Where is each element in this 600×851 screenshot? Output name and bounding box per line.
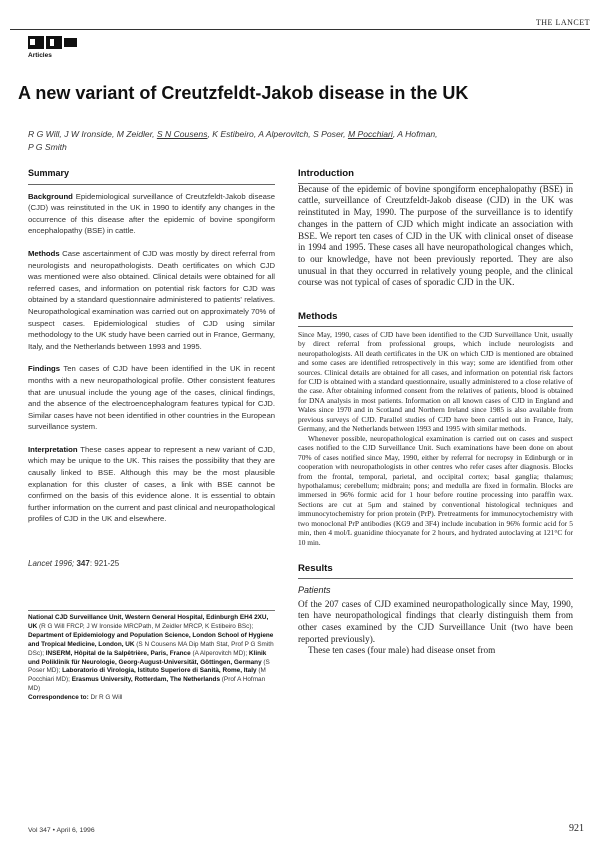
summary-background: Background Epidemiological surveillance of Creutzfeldt-Jakob disease (CJD) was reinstituted in the UK in 1990 to identify any changes in the occurrence of this disease after the epidemic of bovine spongiform encephalopathy (BSE) in cattle. <box>28 191 276 236</box>
results-paragraph: Of the 207 cases of CJD examined neuropathologically since May, 1990, ten have neuropathological findings that clearly distinguish them from other cases examined by the CJD Surveillance Unit (two have been reported previously). <box>298 598 573 644</box>
citation: Lancet 1996; 347: 921-25 <box>28 559 120 568</box>
summary-findings: Findings Ten cases of CJD have been identified in the UK in recent months with a new neuropathological profile. Other consistent features that are unusual include the young age of the cases, clinical findings, and the absence of the electroencephalogram features typical for CJD. Similar cases have not been identified in other countries in the European surveillance system. <box>28 364 276 432</box>
footer-issue: Vol 347 • April 6, 1996 <box>28 827 95 834</box>
patients-subheading: Patients <box>298 584 331 595</box>
methods-paragraph: Since May, 1990, cases of CJD have been identified to the CJD Surveillance Unit, usually by direct referral from professional groups, which include neurologists and neuropathologists. All death certificates in the UK on which CJD is mentioned are obtained and some cases are identified retrospectively in this way; some are identified from other sources. Clinical details are obtained for all cases, and information on potential risk factors for CJD is obtained with a standard questionnaire, usually administered to a close relative of the case. After obtaining informed consent from the relatives of patients, blood is obtained for DNA analysis in most patients. Information on all known cases of CJD in England and Wales since 1970 and in Scotland and Northern Ireland since 1985 is also available from previous surveys of CJD. Parallel studies of CJD have been carried out in France, Italy, Germany, and the Netherlands between 1993 and 1995 with similar methods. <box>298 329 573 434</box>
author-list: R G Will, J W Ironside, M Zeidler, S N Cousens, K Estibeiro, A Alperovitch, S Poser, M Pocchiari, A Hofman, P G Smith <box>28 129 438 152</box>
introduction-text: Because of the epidemic of bovine spongiform encephalopathy (BSE) in cattle, surveillance of Creutzfeldt-Jakob disease (CJD) in the UK was reinstituted in May, 1990. The purpose of the surveillance is to identify changes in the pattern of CJD which might indicate an association with BSE. We report ten cases of CJD in the UK with clinical onset of disease in 1994 and 1995. These cases all have neuropathological changes which, to our knowledge, have not been previously reported. They are also unusual in that they occurred in relatively young people, and the clinical course was not typical of cases of sporadic CJD in the UK. <box>298 183 573 288</box>
summary-section <box>28 168 275 536</box>
articles-logo <box>28 36 78 58</box>
affiliations: National CJD Surveillance Unit, Western General Hospital, Edinburgh EH4 2XU, UK (R G Will FRCP, J W Ironside MRCPath, M Zeidler MRCP, K Estibeiro BSc); Department of Epidemiology and Population Science, London School of Hygiene and Tropical Medicine, London, UK (S N Cousens MA Dip Math Stat, Prof P G Smith DSc); INSERM, Hôpital de la Salpêtrière, Paris, France (A Alperovitch MD); Klinik und Poliklinik für Neurologie, Georg-August-Universität, Göttingen, Germany (S Poser MD); Laboratorio di Virologia, Istituto Superiore di Sanità, Rome, Italy (M Pocchiari MD); Erasmus University, Rotterdam, The Netherlands (Prof A Hofman MD) Correspondence to: Dr R G Will <box>28 614 274 702</box>
article-title: A new variant of Creutzfeldt-Jakob disease in the UK <box>18 83 469 103</box>
author-link[interactable]: M Pocchiari <box>347 129 393 139</box>
svg-text:Articles: Articles <box>28 52 52 58</box>
author-link[interactable]: S N Cousens <box>156 129 208 139</box>
introduction-heading: Introduction <box>298 168 573 184</box>
journal-name: THE LANCET <box>535 18 590 27</box>
results-heading: Results <box>298 563 573 579</box>
page-number: 921 <box>569 823 584 834</box>
methods-paragraph: Whenever possible, neuropathological examination is carried out on cases and suspect cases notified to the CJD Surveillance Unit. Such examinations have been done on about 70% of cases notified since May, 1990, either by referral for necropsy in Edinburgh or in cooperation with neuropathologists in other centres who refer cases after diagnosis. Blocks from the frontal, temporal, parietal, and occipital cortex; basal ganglia; thalamus; hypothalamus; cerebellum; midbrain; pons; and medulla are fixed in formalin. Blocks are immersed in 96% formic acid for 1 hour before routine processing into paraffin wax. Sections are cut at 5μm and stained by conventional histological techniques and immunocytochemistry for prion protein (PrP). Pretreatments for immunocytochemistry with two monoclonal PrP antibodies (KG9 and 3F4) include incubation in 96% formic acid for 5 min, then 4 mol/L guanidine thiocyanate for 2 hours, and hydrated autoclaving at 121°C for 10 min. <box>298 433 573 547</box>
affiliation-rule <box>28 610 275 611</box>
summary-methods: Methods Case ascertainment of CJD was mostly by direct referral from neurologists and neuropathologists. Death certificates on which CJD was mentioned were also obtained. Clinical details were obtained for all referred cases, and information on potential risk factors for CJD was obtained by a standard questionnaire administered to patients' relatives. Neuropathological examination was carried out on approximately 70% of suspect cases. Epidemiological studies of CJD using similar methodology to the UK study have been carried out in France, Germany, Italy, and the Netherlands between 1993 and 1995. <box>28 248 275 351</box>
main-column <box>298 168 573 657</box>
summary-interpretation: Interpretation These cases appear to represent a new variant of CJD, which may be unique to the UK. This raises the possibility that they are causally linked to BSE. Although this may be the most plausible explanation for this cluster of cases, a link with BSE cannot be confirmed on the basis of this evidence alone. It is essential to obtain further information on the current and past clinical and neuropathological profiles of CJD in the UK and elsewhere. <box>28 444 275 524</box>
results-paragraph: These ten cases (four male) had disease onset from <box>308 645 496 656</box>
summary-heading: Summary <box>28 168 275 185</box>
methods-heading: Methods <box>298 311 573 327</box>
header-rule <box>10 29 590 30</box>
